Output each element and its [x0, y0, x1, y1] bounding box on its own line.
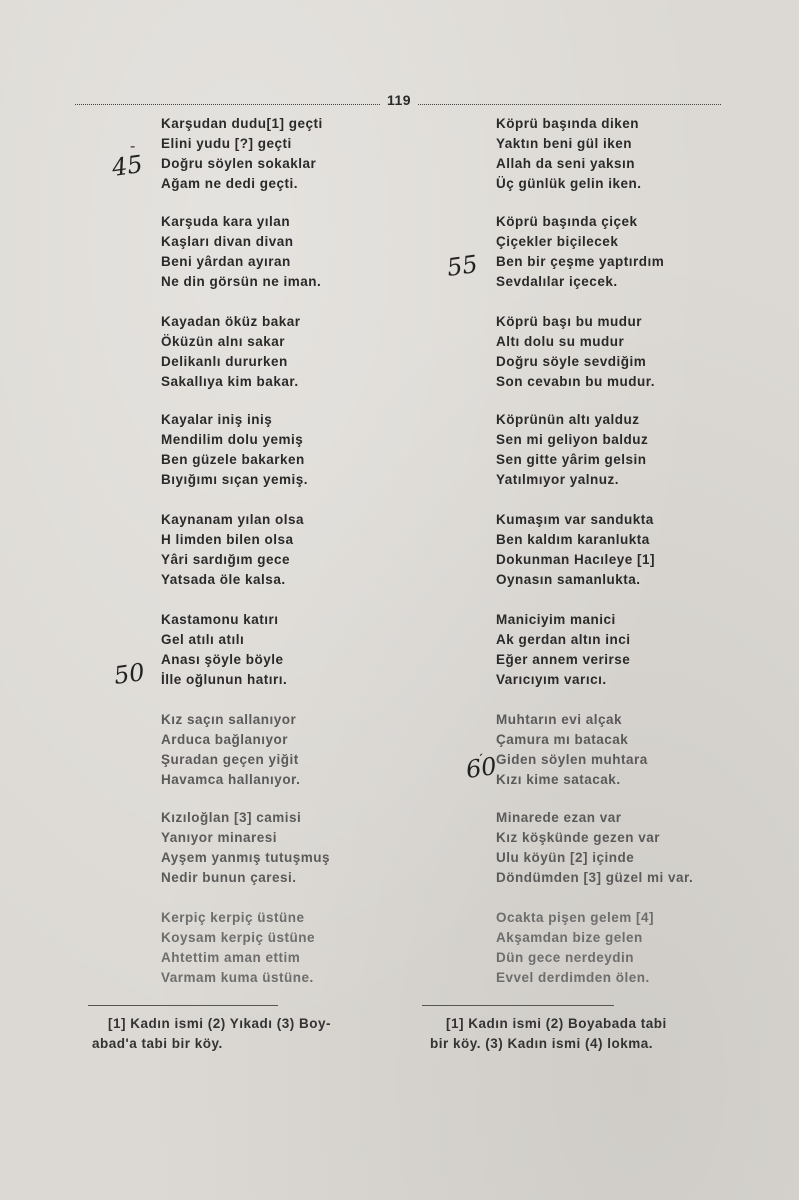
footnote-rule-right	[422, 1005, 614, 1006]
footnote-left	[92, 1014, 392, 1054]
footnote-line: [1] Kadın ismi (2) Boyabada tabi	[446, 1016, 667, 1031]
footnote-line: [1] Kadın ismi (2) Yıkadı (3) Boy-	[108, 1016, 332, 1031]
verse-line: İlle oğlunun hatırı.	[161, 672, 288, 687]
handwritten-margin-number: 50	[112, 658, 147, 690]
stanza	[496, 610, 756, 690]
footnote-line: bir köy. (3) Kadın ismi (4) lokma.	[430, 1036, 654, 1051]
verse-line: Varmam kuma üstüne.	[161, 970, 314, 985]
stanza	[496, 808, 756, 888]
verse-line: Köprü başı bu mudur	[496, 314, 642, 329]
pencil-tick-mark: ‐	[130, 138, 136, 155]
verse-line: Altı dolu su mudur	[496, 334, 625, 349]
stanza	[161, 808, 421, 888]
stanza	[496, 908, 756, 988]
verse-line: Havamca hallanıyor.	[161, 772, 301, 787]
verse-line: Çiçekler biçilecek	[496, 234, 619, 249]
verse-line: Arduca bağlanıyor	[161, 732, 289, 747]
verse-line: Dokunman Hacıleye [1]	[496, 552, 656, 567]
verse-line: Yanıyor minaresi	[161, 830, 278, 845]
verse-line: Elini yudu [?] geçti	[161, 136, 292, 151]
verse-line: Delikanlı dururken	[161, 354, 288, 369]
footnote-line: abad'a tabi bir köy.	[92, 1036, 223, 1051]
verse-line: Kızıloğlan [3] camisi	[161, 810, 302, 825]
verse-line: Ocakta pişen gelem [4]	[496, 910, 655, 925]
stanza	[161, 908, 421, 988]
verse-line: Doğru söylen sokaklar	[161, 156, 317, 171]
stanza	[496, 510, 756, 590]
verse-line: Kaşları divan divan	[161, 234, 294, 249]
verse-line: Karşuda kara yılan	[161, 214, 291, 229]
footnote-rule-left	[88, 1005, 278, 1006]
stanza	[161, 312, 421, 392]
verse-line: Son cevabın bu mudur.	[496, 374, 656, 389]
verse-line: Evvel derdimden ölen.	[496, 970, 650, 985]
verse-line: Kaynanam yılan olsa	[161, 512, 305, 527]
verse-line: Döndümden [3] güzel mi var.	[496, 870, 694, 885]
verse-line: Doğru söyle sevdiğim	[496, 354, 647, 369]
verse-line: Dün gece nerdeydin	[496, 950, 635, 965]
verse-line: Karşudan dudu[1] geçti	[161, 116, 323, 131]
stanza	[161, 212, 421, 292]
verse-line: Kayadan öküz bakar	[161, 314, 301, 329]
page-number: 119	[386, 92, 412, 108]
verse-line: Sakallıya kim bakar.	[161, 374, 299, 389]
verse-line: Ahtettim aman ettim	[161, 950, 301, 965]
verse-line: H limden bilen olsa	[161, 532, 294, 547]
verse-line: Çamura mı batacak	[496, 732, 629, 747]
verse-line: Ne din görsün ne iman.	[161, 274, 322, 289]
verse-line: Akşamdan bize gelen	[496, 930, 643, 945]
verse-line: Kerpiç kerpiç üstüne	[161, 910, 305, 925]
verse-line: Sevdalılar içecek.	[496, 274, 618, 289]
verse-line: Koysam kerpiç üstüne	[161, 930, 316, 945]
verse-line: Ak gerdan altın inci	[496, 632, 631, 647]
verse-line: Şuradan geçen yiğit	[161, 752, 299, 767]
handwritten-margin-number: 55	[445, 250, 480, 282]
verse-line: Ağam ne dedi geçti.	[161, 176, 299, 191]
verse-line: Kastamonu katırı	[161, 612, 279, 627]
verse-line: Muhtarın evi alçak	[496, 712, 623, 727]
verse-line: Ayşem yanmış tutuşmuş	[161, 850, 331, 865]
stanza	[161, 510, 421, 590]
verse-line: Varıcıyım varıcı.	[496, 672, 607, 687]
stanza	[161, 114, 421, 194]
verse-line: Sen gitte yârim gelsin	[496, 452, 647, 467]
verse-line: Gel atılı atılı	[161, 632, 245, 647]
verse-line: Öküzün alnı sakar	[161, 334, 286, 349]
stanza	[496, 114, 756, 194]
verse-line: Kayalar iniş iniş	[161, 412, 273, 427]
stanza	[496, 710, 756, 790]
footnote-right	[430, 1014, 730, 1054]
stanza	[496, 312, 756, 392]
stanza	[161, 410, 421, 490]
verse-line: Eğer annem verirse	[496, 652, 631, 667]
verse-line: Oynasın samanlukta.	[496, 572, 641, 587]
verse-line: Yatsada öle kalsa.	[161, 572, 286, 587]
verse-line: Ben bir çeşme yaptırdım	[496, 254, 665, 269]
pencil-tick-mark: ˏ	[478, 740, 484, 757]
stanza	[161, 710, 421, 790]
stanza	[496, 410, 756, 490]
verse-line: Ben güzele bakarken	[161, 452, 305, 467]
verse-line: Köprünün altı yalduz	[496, 412, 640, 427]
stanza	[161, 610, 421, 690]
verse-line: Allah da seni yaksın	[496, 156, 636, 171]
verse-line: Köprü başında çiçek	[496, 214, 638, 229]
verse-line: Yâri sardığım gece	[161, 552, 291, 567]
verse-line: Maniciyim manici	[496, 612, 616, 627]
verse-line: Kız saçın sallanıyor	[161, 712, 297, 727]
verse-line: Giden söylen muhtara	[496, 752, 648, 767]
verse-line: Yatılmıyor yalnuz.	[496, 472, 620, 487]
verse-line: Kızı kime satacak.	[496, 772, 621, 787]
verse-line: Kız köşkünde gezen var	[496, 830, 661, 845]
verse-line: Sen mi geliyon balduz	[496, 432, 649, 447]
verse-line: Bıyığımı sıçan yemiş.	[161, 472, 309, 487]
handwritten-margin-number: 60	[464, 752, 499, 784]
header-dotted-rule-right	[418, 104, 721, 105]
handwritten-margin-number: 45	[110, 150, 145, 182]
verse-line: Anası şöyle böyle	[161, 652, 284, 667]
verse-line: Mendilim dolu yemiş	[161, 432, 304, 447]
verse-line: Kumaşım var sandukta	[496, 512, 654, 527]
verse-line: Yaktın beni gül iken	[496, 136, 633, 151]
verse-line: Ben kaldım karanlukta	[496, 532, 650, 547]
verse-line: Üç günlük gelin iken.	[496, 176, 642, 191]
header-dotted-rule-left	[75, 104, 380, 105]
verse-line: Köprü başında diken	[496, 116, 640, 131]
verse-line: Minarede ezan var	[496, 810, 622, 825]
verse-line: Ulu köyün [2] içinde	[496, 850, 635, 865]
verse-line: Beni yârdan ayıran	[161, 254, 291, 269]
verse-line: Nedir bunun çaresi.	[161, 870, 297, 885]
stanza	[496, 212, 756, 292]
